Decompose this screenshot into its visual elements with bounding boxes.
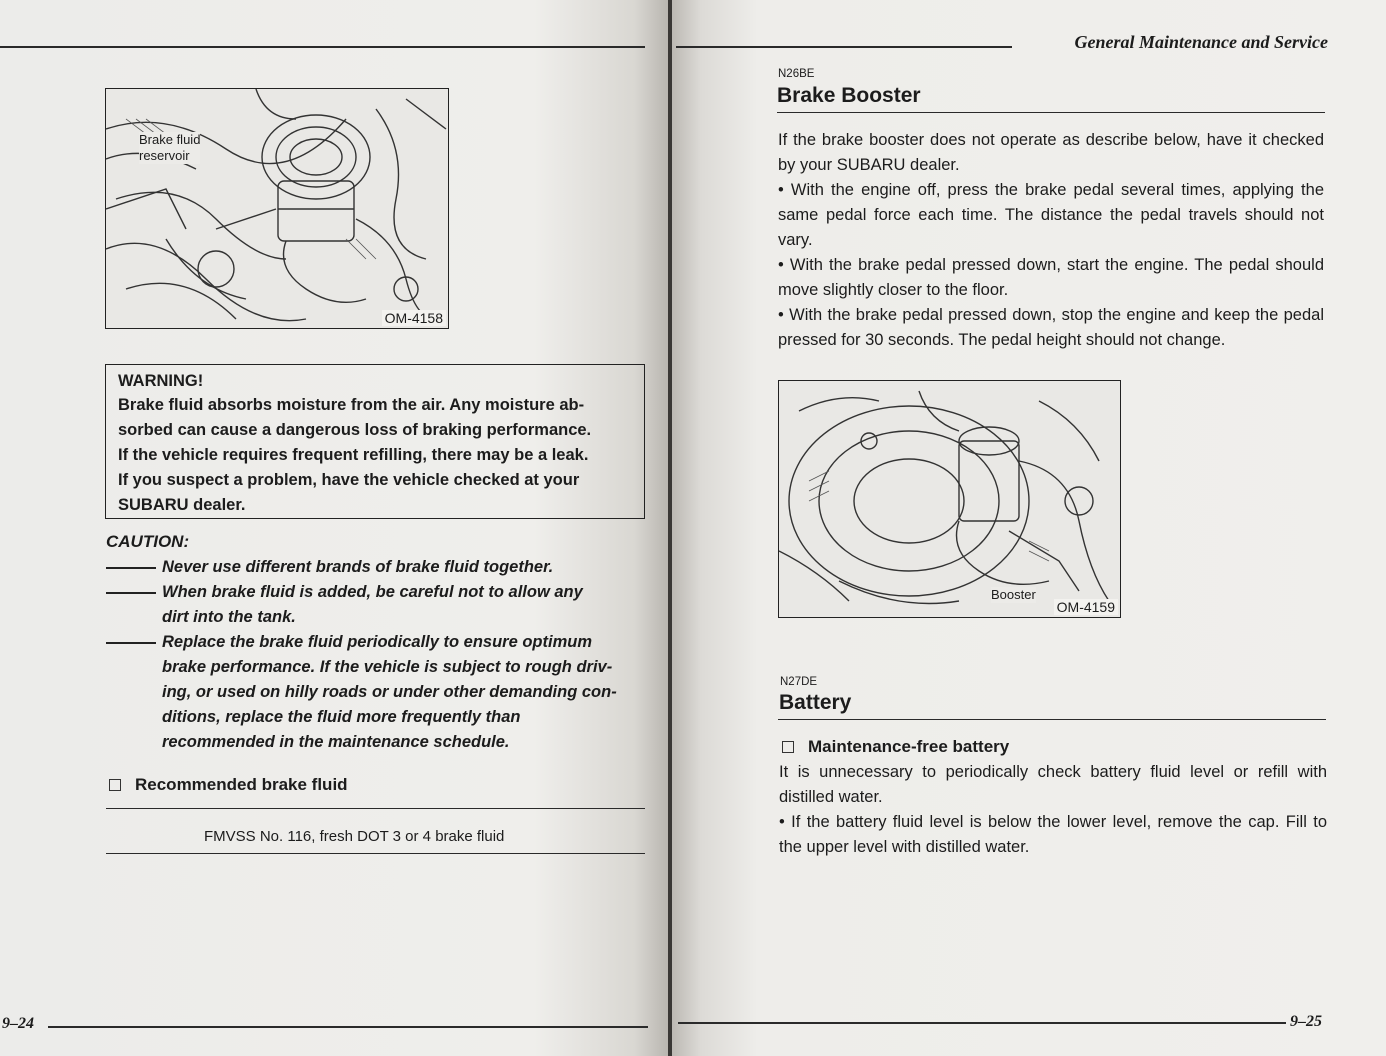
warning-line: Brake fluid absorbs moisture from the air. Any moisture ab- [118, 396, 585, 414]
caution-line: Replace the brake fluid periodically to ensure optimum [162, 633, 593, 651]
caution-line: brake performance. If the vehicle is subject to rough driv- [162, 658, 613, 676]
brake-fluid-reservoir-figure [105, 88, 449, 329]
warning-line: If you suspect a problem, have the vehicle checked at your [118, 471, 580, 489]
figure-code: OM-4158 [382, 310, 446, 326]
brake-booster-intro: If the brake booster does not operate as describe below, have it checked by your SUBARU dealer. [778, 131, 1324, 174]
heading-text: Maintenance-free battery [808, 737, 1010, 756]
caution-line: ditions, replace the fluid more frequently than [162, 708, 521, 726]
bullet-item: • With the brake pedal pressed down, start the engine. The pedal should move slightly closer to the floor. [778, 256, 1324, 299]
title-underline [778, 719, 1326, 720]
warning-line: sorbed can cause a dangerous loss of braking performance. [118, 421, 592, 439]
caution-line: Never use different brands of brake fluid together. [162, 558, 554, 576]
spec-top-rule [106, 808, 645, 809]
caution-line: recommended in the maintenance schedule. [162, 733, 510, 751]
section-code: N26BE [778, 68, 815, 80]
top-rule [0, 46, 645, 48]
warning-box [105, 364, 645, 519]
caution-line: dirt into the tank. [162, 608, 296, 626]
warning-line: SUBARU dealer. [118, 496, 246, 514]
checkbox-icon [782, 741, 794, 753]
dash-mark [106, 592, 156, 594]
page-number: 9–24 [2, 1015, 34, 1032]
caution-item [106, 555, 646, 580]
engine-illustration [106, 89, 449, 329]
top-rule [676, 46, 1012, 48]
caution-title: CAUTION: [106, 532, 190, 551]
figure-label: Brake fluid reservoir [139, 132, 201, 163]
brake-booster-figure [778, 380, 1121, 618]
bottom-rule [48, 1026, 648, 1028]
checkbox-icon [109, 779, 121, 791]
page-number: 9–25 [1290, 1013, 1322, 1030]
bottom-rule [678, 1022, 1286, 1024]
recommended-brake-fluid-heading [109, 775, 348, 795]
dash-mark [106, 642, 156, 644]
warning-line: If the vehicle requires frequent refilling, there may be a leak. [118, 446, 589, 464]
section-code: N27DE [780, 676, 818, 688]
title-underline [777, 112, 1325, 113]
maintenance-free-battery-heading [782, 737, 1009, 757]
heading-text: Recommended brake fluid [135, 775, 348, 794]
bullet-item: • With the engine off, press the brake pedal several times, applying the same pedal force each time. The distance the pedal travels should not vary. [778, 181, 1324, 249]
caution-line: ing, or used on hilly roads or under other demanding con- [162, 683, 617, 701]
booster-illustration [779, 381, 1121, 618]
figure-label: Booster [991, 587, 1036, 602]
running-head: General Maintenance and Service [1074, 32, 1328, 52]
battery-text: It is unnecessary to periodically check battery fluid level or refill with distilled water. [779, 763, 1327, 806]
warning-title: WARNING! [118, 372, 204, 390]
caution-item [106, 580, 646, 630]
figure-code: OM-4159 [1054, 599, 1118, 615]
spec-bottom-rule [106, 853, 645, 854]
bullet-item: • With the brake pedal pressed down, stop the engine and keep the pedal pressed for 30 seconds. The pedal height should not change. [778, 306, 1324, 349]
brake-booster-title: Brake Booster [777, 84, 921, 107]
brake-fluid-spec: FMVSS No. 116, fresh DOT 3 or 4 brake fluid [204, 828, 505, 845]
bullet-item: • If the battery fluid level is below the lower level, remove the cap. Fill to the upper level with distilled water. [779, 813, 1327, 856]
caution-item [106, 630, 646, 755]
caution-line: When brake fluid is added, be careful not to allow any [162, 583, 583, 601]
dash-mark [106, 567, 156, 569]
left-page [0, 0, 668, 1056]
battery-title: Battery [779, 691, 852, 714]
